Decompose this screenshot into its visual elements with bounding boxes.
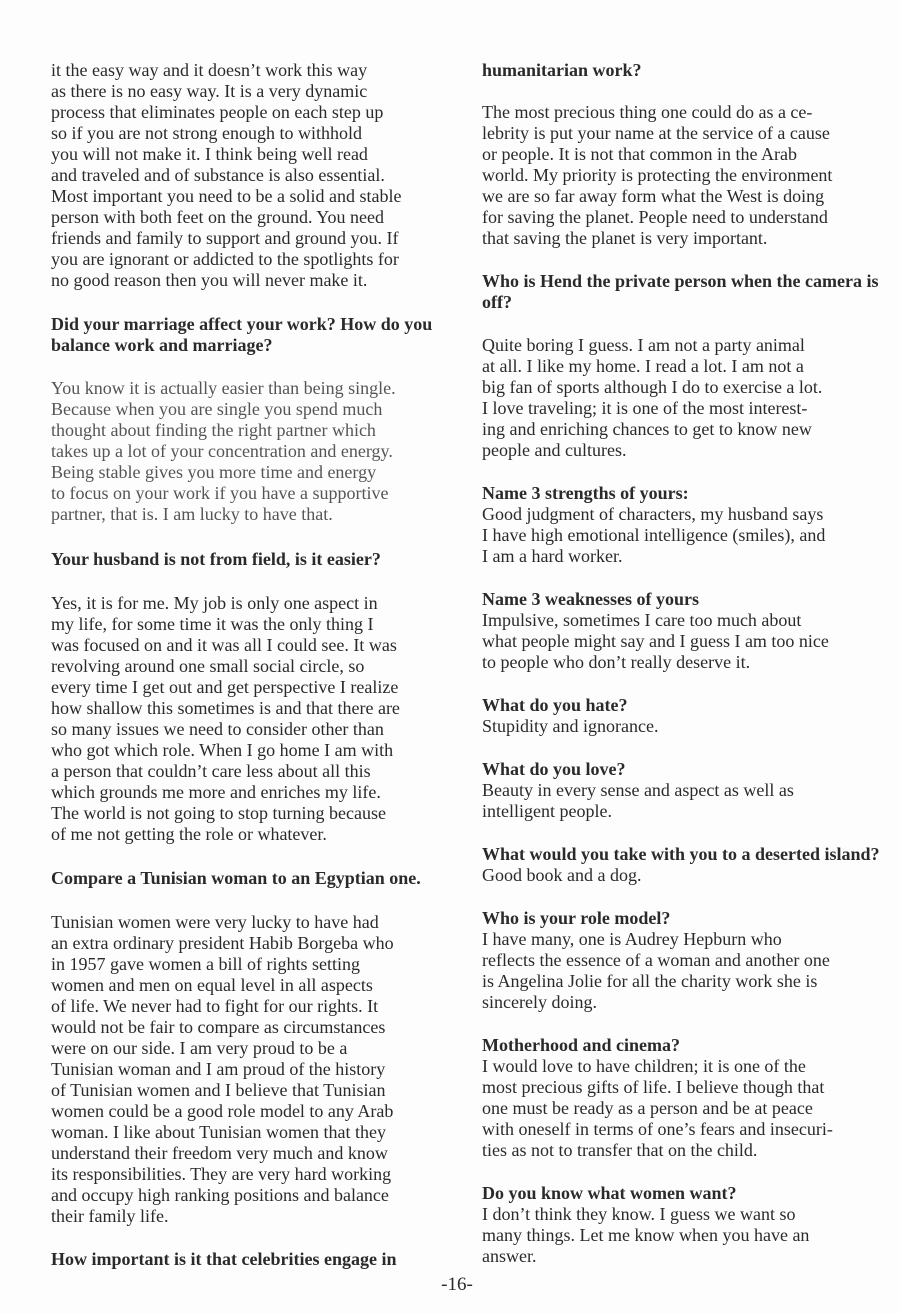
answer-paragraph: Good book and a dog. <box>482 865 642 885</box>
question-heading-continuation: humanitarian work? <box>482 60 642 80</box>
qa-motherhood <box>482 1035 892 1161</box>
question-heading: Who is Hend the private person when the camera is off? <box>482 271 879 312</box>
question-heading: Compare a Tunisian woman to an Egyptian one. <box>51 868 421 888</box>
intro-paragraph: it the easy way and it doesn’t work this way as there is no easy way. It is a very dynamic process that eliminates people on each step up so if you are not strong enough to withhold you will not make it. I think being well read and traveled and of substance is also essential. Most important you need to be a solid and stable person with both feet on the ground. You need friends and family to support and ground you. If you are ignorant or addicted to the spotlights for no good reason then you will never make it. <box>51 60 402 290</box>
left-column <box>51 60 456 1270</box>
qa-strengths <box>482 483 892 567</box>
question-heading: What do you love? <box>482 759 626 779</box>
question-heading: Motherhood and cinema? <box>482 1035 680 1055</box>
answer-paragraph: Good judgment of characters, my husband says I have high emotional intelligence (smiles), and I am a hard worker. <box>482 504 826 566</box>
question-heading: Who is your role model? <box>482 908 671 928</box>
qa-hate <box>482 695 892 737</box>
qa-weaknesses <box>482 589 892 673</box>
answer-paragraph: You know it is actually easier than being single. Because when you are single you spend much thought about finding the right partner which takes up a lot of your concentration and energy. Being stable gives you more time and energy to focus on your work if you have a supportive partner, that is. I am lucky to have that. <box>51 378 396 524</box>
question-heading: Do you know what women want? <box>482 1183 737 1203</box>
qa-women-want <box>482 1183 892 1267</box>
question-heading-continued: How important is it that celebrities engage in <box>51 1249 397 1269</box>
page-number <box>0 1274 900 1296</box>
qa-husband <box>51 549 456 845</box>
qa-tunisian-woman <box>51 868 456 1227</box>
question-heading: Did your marriage affect your work? How do you balance work and marriage? <box>51 314 433 355</box>
qa-marriage <box>51 314 456 525</box>
answer-paragraph: Tunisian women were very lucky to have had an extra ordinary president Habib Borgeba who in 1957 gave women a bill of rights setting women and men on equal level in all aspects of life. We never had to fight for our rights. It would not be fair to compare as circumstances were on our side. I am very proud to be a Tunisian woman and I am proud of the history of Tunisian women and I believe that Tunisian women could be a good role model to any Arab woman. I like about Tunisian women that they understand their freedom very much and know its responsibilities. They are very hard working and occupy high ranking positions and balance their family life. <box>51 912 394 1226</box>
qa-love <box>482 759 892 822</box>
answer-paragraph: Quite boring I guess. I am not a party animal at all. I like my home. I read a lot. I am not a big fan of sports although I do to exercise a lot. I love traveling; it is one of the most interest- ing and enriching chances to get to know new people and cultures. <box>482 335 823 460</box>
question-heading: Name 3 weaknesses of yours <box>482 589 699 609</box>
question-heading: Your husband is not from field, is it easier? <box>51 549 381 569</box>
answer-paragraph: I have many, one is Audrey Hepburn who reflects the essence of a woman and another one is Angelina Jolie for all the charity work she is sincerely doing. <box>482 929 830 1012</box>
answer-paragraph: I would love to have children; it is one of the most precious gifts of life. I believe though that one must be ready as a person and be at peace with oneself in terms of one’s fears and insecuri- ties as not to transfer that on the child. <box>482 1056 833 1160</box>
qa-role-model <box>482 908 892 1013</box>
question-heading: What would you take with you to a deserted island? <box>482 844 880 864</box>
page-number-text: -16- <box>441 1274 473 1295</box>
answer-paragraph: I don’t think they know. I guess we want so many things. Let me know when you have an answer. <box>482 1204 810 1266</box>
qa-deserted-island <box>482 844 892 886</box>
answer-paragraph: Yes, it is for me. My job is only one aspect in my life, for some time it was the only thing I was focused on and it was all I could see. It was revolving around one small social circle, so every time I get out and get perspective I realize how shallow this sometimes is and that there are so many issues we need to consider other than who got which role. When I go home I am with a person that couldn’t care less about all this which grounds me more and enriches my life. The world is not going to stop turning because of me not getting the role or whatever. <box>51 593 400 844</box>
answer-paragraph: The most precious thing one could do as a ce- lebrity is put your name at the service of a cause or people. It is not that common in the Arab world. My priority is protecting the environment we are so far away form what the West is doing for saving the planet. People need to understand that saving the planet is very important. <box>482 102 833 248</box>
answer-paragraph: Stupidity and ignorance. <box>482 716 659 736</box>
answer-paragraph: Beauty in every sense and aspect as well as intelligent people. <box>482 780 794 821</box>
answer-paragraph: Impulsive, sometimes I care too much about what people might say and I guess I am too nice to people who don’t really deserve it. <box>482 610 829 672</box>
question-heading: What do you hate? <box>482 695 628 715</box>
qa-private-person <box>482 271 892 461</box>
qa-humanitarian <box>482 60 892 249</box>
question-heading: Name 3 strengths of yours: <box>482 483 689 503</box>
right-column <box>482 60 892 1267</box>
